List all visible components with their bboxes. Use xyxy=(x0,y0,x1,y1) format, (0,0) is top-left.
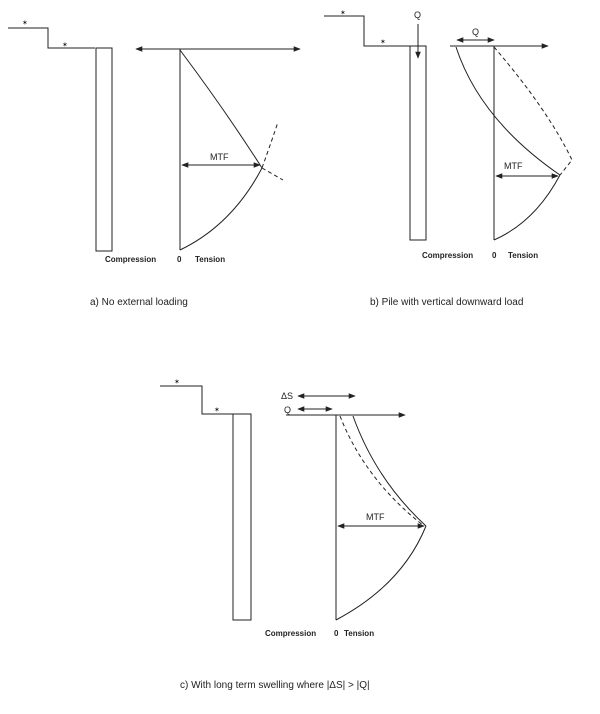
tension-curve-lower-a xyxy=(180,168,262,250)
caption-b: b) Pile with vertical downward load xyxy=(370,297,524,308)
compression-label-a: Compression xyxy=(105,255,157,264)
panel-c xyxy=(160,378,426,691)
mtf-label-a: MTF xyxy=(210,152,229,162)
zero-label-c: 0 xyxy=(334,629,339,638)
zero-label-b: 0 xyxy=(492,251,497,260)
ground-symbol-upper-b: ✶ xyxy=(340,10,346,17)
tension-curve-upper-c xyxy=(353,416,426,526)
pile-c xyxy=(233,414,251,620)
tension-curve-dashed-c xyxy=(340,416,424,526)
panel-a xyxy=(8,19,300,308)
ground-symbol-lower-c: ✶ xyxy=(214,407,220,414)
tension-curve-dashed-b xyxy=(494,47,572,175)
mtf-label-c: MTF xyxy=(366,512,385,522)
tension-label-c: Tension xyxy=(344,629,375,638)
tension-curve-extension-a xyxy=(262,122,283,180)
tension-label-b: Tension xyxy=(508,251,539,260)
ground-surface-a xyxy=(8,28,95,48)
load-offset-label-b: Q xyxy=(472,27,480,37)
load-offset-label-c: Q xyxy=(284,405,292,415)
caption-c: c) With long term swelling where |ΔS| > |Q| xyxy=(180,680,370,691)
tension-label-a: Tension xyxy=(195,255,226,264)
swell-label-c: ΔS xyxy=(281,391,294,401)
zero-label-a: 0 xyxy=(177,255,182,264)
ground-symbol-lower-b: ✶ xyxy=(380,39,386,46)
mtf-label-b: MTF xyxy=(504,161,523,171)
ground-symbol-lower-a: ✶ xyxy=(62,42,68,49)
tension-curve-lower-c xyxy=(336,526,426,620)
pile-a xyxy=(96,48,112,251)
compression-label-b: Compression xyxy=(422,251,474,260)
load-label-b: Q xyxy=(414,10,422,20)
tension-curve-upper-b xyxy=(456,47,560,175)
tension-curve-upper-a xyxy=(180,50,262,168)
caption-a: a) No external loading xyxy=(90,297,188,308)
panel-b xyxy=(324,9,572,308)
ground-surface-c xyxy=(160,386,248,414)
ground-symbol-upper-a: ✶ xyxy=(22,20,28,27)
compression-label-c: Compression xyxy=(265,629,317,638)
tension-curve-lower-b xyxy=(494,175,560,240)
ground-surface-b xyxy=(324,16,410,46)
pile-b xyxy=(410,46,426,240)
ground-symbol-upper-c: ✶ xyxy=(174,379,180,386)
